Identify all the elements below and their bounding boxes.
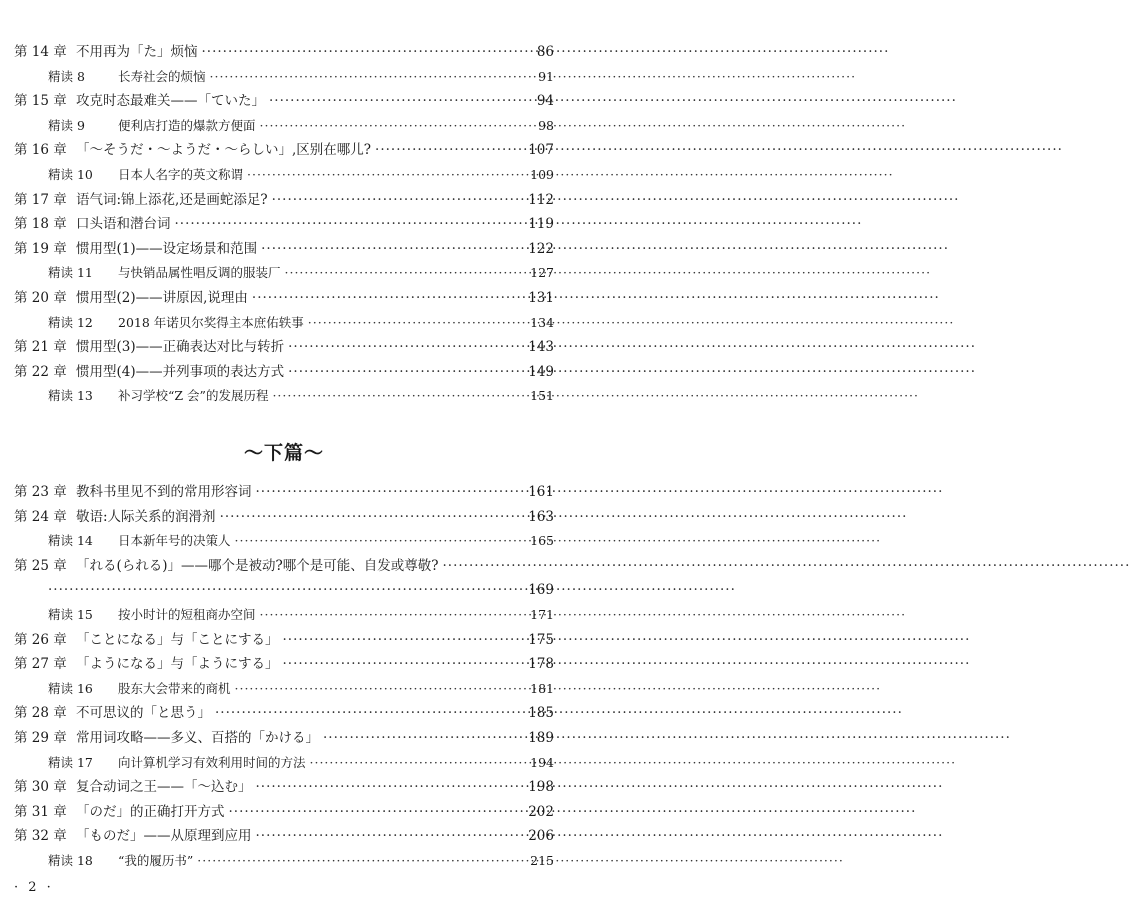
- section-heading: ～下篇～: [243, 442, 324, 464]
- entry-page: 122: [528, 241, 554, 257]
- entry-number: 第 19 章: [14, 241, 67, 257]
- toc-chapter-entry[interactable]: [14, 91, 554, 111]
- entry-number: 第 17 章: [14, 192, 67, 208]
- entry-number: 精读 16: [48, 681, 93, 696]
- leader-dots: [283, 630, 525, 650]
- leader-dots: [256, 482, 525, 502]
- entry-number: 第 25 章: [14, 558, 67, 574]
- entry-page: 151: [530, 388, 554, 403]
- leader-dots: [443, 556, 550, 576]
- entry-title: 日本人名字的英文称谓: [118, 167, 244, 182]
- toc-reading-entry[interactable]: [48, 116, 554, 136]
- leader-dots: [202, 42, 529, 62]
- entry-number: 第 28 章: [14, 705, 67, 721]
- toc-chapter-entry[interactable]: [14, 42, 554, 62]
- entry-page: 198: [528, 779, 554, 795]
- leader-dots: [283, 654, 525, 674]
- entry-number: 精读 9: [48, 118, 85, 133]
- toc-chapter-entry[interactable]: [14, 703, 554, 723]
- entry-title: 惯用型(2)——讲原因,说理由: [76, 290, 248, 306]
- entry-title: 便利店打造的爆款方便面: [118, 118, 256, 133]
- entry-title: 攻克时态最难关——「ていた」: [76, 93, 265, 109]
- leader-dots: [197, 851, 526, 871]
- toc-chapter-entry[interactable]: [14, 630, 554, 650]
- leader-dots: [261, 239, 524, 259]
- toc-chapter-entry[interactable]: [14, 507, 554, 527]
- entry-page: 215: [530, 853, 554, 868]
- entry-number: 第 24 章: [14, 509, 67, 525]
- entry-page: 94: [536, 93, 554, 109]
- entry-number: 精读 15: [48, 607, 93, 622]
- leader-dots: [229, 802, 525, 822]
- toc-chapter-entry[interactable]: [14, 337, 554, 357]
- entry-page: 206: [528, 828, 554, 844]
- toc-chapter-entry[interactable]: [14, 190, 554, 210]
- toc-chapter-entry[interactable]: [14, 239, 554, 259]
- entry-title: 「ことになる」与「ことにする」: [76, 632, 279, 648]
- entry-title: 不可思议的「と思う」: [76, 705, 211, 721]
- entry-title: 长寿社会的烦恼: [118, 69, 206, 84]
- leader-dots: [235, 531, 527, 551]
- toc-chapter-entry[interactable]: [14, 777, 554, 797]
- entry-page: 143: [528, 339, 554, 355]
- leader-dots: [215, 703, 524, 723]
- toc-chapter-entry[interactable]: [14, 288, 554, 308]
- entry-title: “我的履历书”: [118, 853, 194, 868]
- toc-chapter-entry[interactable]: [14, 362, 554, 382]
- page-number: · 2 ·: [14, 880, 54, 895]
- entry-number: 第 22 章: [14, 364, 67, 380]
- entry-page: 165: [530, 533, 554, 548]
- leader-dots: [260, 116, 528, 136]
- leader-dots: [220, 507, 525, 527]
- entry-number: 第 29 章: [14, 730, 67, 746]
- entry-title: 惯用型(4)——并列事项的表达方式: [76, 364, 285, 380]
- entry-page: 91: [538, 69, 554, 84]
- entry-title: 常用词攻略——多义、百搭的「かける」: [76, 730, 319, 746]
- leader-dots: [252, 288, 524, 308]
- entry-number: 第 30 章: [14, 779, 67, 795]
- entry-title: 股东大会带来的商机: [118, 681, 231, 696]
- entry-number: 第 14 章: [14, 44, 67, 60]
- leader-dots: [288, 362, 524, 382]
- leader-dots: [247, 165, 526, 185]
- entry-page: 98: [538, 118, 554, 133]
- leader-dots: [310, 753, 527, 773]
- toc-entry-25-line: [14, 556, 554, 576]
- entry-page: 175: [528, 632, 554, 648]
- entry-title: 复合动词之王——「～込む」: [76, 779, 252, 795]
- toc-chapter-entry[interactable]: [14, 482, 554, 502]
- leader-dots: [235, 679, 527, 699]
- entry-page: 181: [530, 681, 554, 696]
- entry-page: 109: [530, 167, 554, 182]
- leader-dots: [308, 313, 526, 333]
- entry-page: 202: [528, 804, 554, 820]
- leader-dots: [272, 190, 525, 210]
- entry-page: 107: [528, 142, 554, 158]
- toc-reading-entry[interactable]: [48, 165, 554, 185]
- toc-chapter-entry[interactable]: [14, 802, 554, 822]
- entry-page: 185: [528, 705, 554, 721]
- entry-title: 口头语和潜台词: [76, 216, 171, 232]
- leader-dots: [375, 140, 524, 160]
- entry-page: 131: [528, 290, 554, 306]
- entry-page: 194: [530, 755, 554, 770]
- entry-number: 第 18 章: [14, 216, 67, 232]
- toc-reading-entry[interactable]: [48, 753, 554, 773]
- entry-title: 2018 年诺贝尔奖得主本庶佑轶事: [118, 315, 304, 330]
- toc-reading-entry[interactable]: [48, 605, 554, 625]
- entry-page: 149: [528, 364, 554, 380]
- entry-page: 178: [528, 656, 554, 672]
- entry-number: 精读 17: [48, 755, 93, 770]
- entry-page: 161: [528, 484, 554, 500]
- entry-number: 精读 11: [48, 265, 93, 280]
- toc-reading-entry[interactable]: [48, 313, 554, 333]
- leader-dots: [269, 91, 528, 111]
- entry-title: 不用再为「た」烦恼: [76, 44, 198, 60]
- entry-title: 教科书里见不到的常用形容词: [76, 484, 252, 500]
- entry-title: 「れる(られる)」——哪个是被动?哪个是可能、自发或尊敬?: [76, 558, 439, 574]
- entry-title: 惯用型(1)——设定场景和范围: [76, 241, 258, 257]
- entry-number: 第 20 章: [14, 290, 67, 306]
- entry-title: 与快销品属性唱反调的服装厂: [118, 265, 281, 280]
- toc-reading-entry[interactable]: [48, 531, 554, 551]
- entry-number: 第 32 章: [14, 828, 67, 844]
- leader-dots: [288, 337, 524, 357]
- toc-chapter-entry[interactable]: [14, 728, 554, 748]
- leader-dots: [210, 67, 528, 87]
- leader-dots: [256, 826, 525, 846]
- entry-title: 向计算机学习有效利用时间的方法: [118, 755, 306, 770]
- entry-title: 敬语:人际关系的润滑剂: [76, 509, 216, 525]
- entry-page: 127: [530, 265, 554, 280]
- entry-title: 「のだ」的正确打开方式: [76, 804, 225, 820]
- entry-number: 精读 8: [48, 69, 85, 84]
- entry-title: 「ものだ」——从原理到应用: [76, 828, 252, 844]
- entry-number: 第 16 章: [14, 142, 67, 158]
- entry-page: 112: [528, 192, 554, 208]
- entry-title: 补习学校“Z 会”的发展历程: [118, 388, 269, 403]
- entry-title: 语气词:锦上添花,还是画蛇添足?: [76, 192, 268, 208]
- toc-reading-entry[interactable]: [48, 851, 554, 871]
- entry-page: 169: [528, 582, 554, 598]
- entry-number: 第 31 章: [14, 804, 67, 820]
- entry-number: 第 26 章: [14, 632, 67, 648]
- toc-chapter-entry[interactable]: [14, 654, 554, 674]
- entry-title: 惯用型(3)——正确表达对比与转折: [76, 339, 285, 355]
- entry-title: 「ようになる」与「ようにする」: [76, 656, 279, 672]
- entry-number: 精读 13: [48, 388, 93, 403]
- toc-reading-entry[interactable]: [48, 679, 554, 699]
- toc-chapter-entry[interactable]: [14, 826, 554, 846]
- leader-dots: [48, 582, 524, 598]
- entry-page: 189: [528, 730, 554, 746]
- entry-title: 按小时计的短租商办空间: [118, 607, 256, 622]
- leader-dots: [323, 728, 524, 748]
- entry-number: 第 15 章: [14, 93, 67, 109]
- entry-page: 134: [530, 315, 554, 330]
- toc-reading-entry[interactable]: [48, 263, 554, 283]
- entry-page: 171: [530, 607, 554, 622]
- entry-number: 第 27 章: [14, 656, 67, 672]
- entry-title: 「～そうだ・～ようだ・～らしい」,区别在哪儿?: [76, 142, 372, 158]
- entry-number: 精读 18: [48, 853, 93, 868]
- toc-reading-entry[interactable]: [48, 67, 554, 87]
- leader-dots: [175, 214, 525, 234]
- leader-dots: [285, 263, 527, 283]
- leader-dots: [256, 777, 525, 797]
- toc-chapter-entry[interactable]: [14, 140, 554, 160]
- leader-dots: [260, 605, 527, 625]
- leader-dots: [272, 386, 526, 406]
- entry-page: 119: [528, 216, 554, 232]
- entry-number: 精读 12: [48, 315, 93, 330]
- entry-number: 精读 14: [48, 533, 93, 548]
- entry-number: 精读 10: [48, 167, 93, 182]
- entry-page: 86: [536, 44, 554, 60]
- entry-title: 日本新年号的决策人: [118, 533, 231, 548]
- toc-reading-entry[interactable]: [48, 386, 554, 406]
- entry-number: 第 23 章: [14, 484, 67, 500]
- entry-number: 第 21 章: [14, 339, 67, 355]
- toc-chapter-entry[interactable]: [14, 214, 554, 234]
- entry-page: 163: [528, 509, 554, 525]
- toc-entry-25-continuation: [48, 580, 554, 600]
